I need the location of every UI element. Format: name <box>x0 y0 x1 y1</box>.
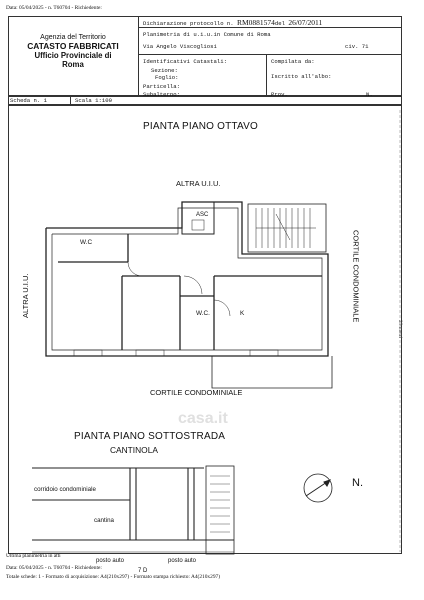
room-wc-2: W.C. <box>196 310 210 317</box>
posto-auto-2: posto auto <box>168 558 197 564</box>
identifiers-title: Identificativi Catastali: <box>143 58 227 65</box>
acquisition-stamp-bottom: Data: 05/04/2025 - n. T60704 - Richiedente: <box>6 565 102 571</box>
basement-subtitle: CANTINOLA <box>110 445 158 455</box>
prov-label: Prov. <box>271 91 288 98</box>
agency-line-1: Agenzia del Territorio <box>40 34 106 41</box>
plan8-altra-top: ALTRA U.I.U. <box>176 179 221 188</box>
compiled-by: Compilata da: <box>271 58 315 65</box>
identifier-sezione: Sezione: <box>151 67 178 74</box>
plan8-cortile-right: CORTILE CONDOMINIALE <box>351 230 361 323</box>
watermark: casa.it <box>178 410 228 427</box>
agency-line-3: Ufficio Provinciale di <box>34 50 112 60</box>
room-kitchen: K <box>240 310 245 317</box>
civic-number: civ. 71 <box>345 43 369 50</box>
agency-line-4: Roma <box>62 59 84 69</box>
agency-line-2: CATASTO FABBRICATI <box>27 41 119 52</box>
declaration-label: Dichiarazione protocollo n. <box>143 20 234 27</box>
north-label: N. <box>352 477 363 489</box>
north-arrow <box>304 474 332 502</box>
cantina-label: cantina <box>94 517 114 524</box>
identifier-foglio: Foglio: <box>155 74 179 81</box>
posto-auto-number: 7 D <box>138 568 148 574</box>
plan8-title: PIANTA PIANO OTTAVO <box>143 121 258 132</box>
sheet-number: Scheda n. 1 <box>10 97 47 104</box>
footer-note: Ultima planimetria in atti <box>6 553 61 559</box>
side-dimension: 29 metri <box>397 320 403 339</box>
room-wc-1: W.C <box>80 239 93 246</box>
room-asc: ASC <box>196 212 209 218</box>
address-line: Via Angelo Viscogliosi <box>143 43 217 50</box>
posto-auto-1: posto auto <box>96 558 125 564</box>
n-label: N. <box>366 91 373 98</box>
protocol-number: RM0881574 <box>237 18 275 27</box>
sheet-scale: Scala 1:100 <box>75 97 112 104</box>
identifier-subalterno: Subalterno: <box>143 91 180 98</box>
basement-title: PIANTA PIANO SOTTOSTRADA <box>74 431 226 442</box>
declaration-date: 26/07/2011 <box>288 18 323 27</box>
identifier-particella: Particella: <box>143 83 180 90</box>
corridor-label: corridoio condominiale <box>34 486 96 493</box>
del-label: del <box>274 20 285 27</box>
plan8-altra-left: ALTRA U.I.U. <box>21 273 30 318</box>
planimetry-line: Planimetria di u.i.u.in Comune di Roma <box>143 31 271 38</box>
format-line: Totale schede: 1 - Formato di acquisizione: A4(210x297) - Formato stampa richiesto: A4(210x297) <box>6 574 221 580</box>
registered-label: Iscritto all'albo: <box>271 73 332 80</box>
acquisition-stamp-top: Data: 05/04/2025 - n. T60704 - Richiedente: <box>6 5 102 11</box>
plan8-cortile-bottom: CORTILE CONDOMINIALE <box>150 388 243 397</box>
